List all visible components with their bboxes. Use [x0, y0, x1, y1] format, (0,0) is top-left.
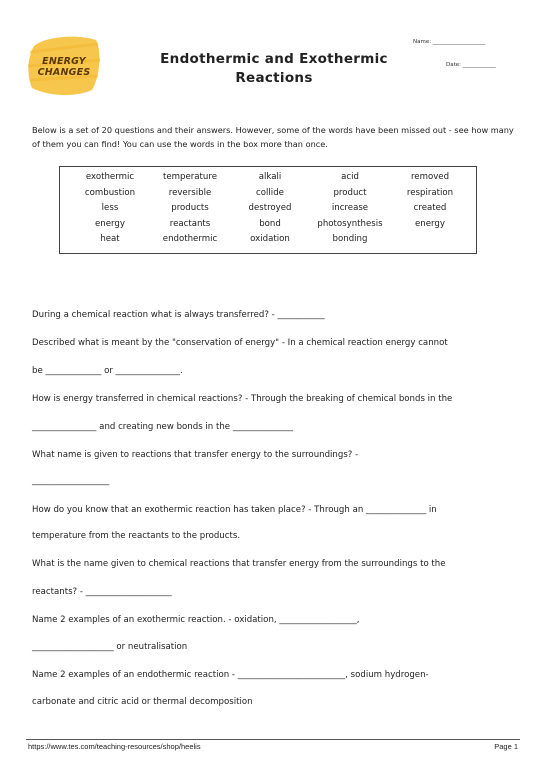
word-bank-item: respiration	[406, 187, 454, 198]
question-line: carbonate and citric acid or thermal decomposition	[32, 697, 253, 707]
energy-changes-logo	[26, 32, 102, 98]
word-bank-item: exothermic	[85, 172, 135, 182]
word-bank-grid	[70, 172, 470, 250]
word-bank-item: reactants	[169, 218, 211, 229]
word-bank-item: removed	[410, 172, 450, 182]
word-bank-item: oxidation	[250, 234, 290, 245]
word-bank-item: heat	[100, 234, 120, 245]
page-number: Page 1	[494, 742, 518, 751]
question-line: Described what is meant by the "conservation of energy" - In a chemical reaction energy cannot	[32, 338, 448, 348]
question-line: What is the name given to chemical reactions that transfer energy from the surroundings to the	[32, 559, 446, 569]
question-line: __________________	[32, 476, 110, 486]
question-line: How is energy transferred in chemical reactions? - Through the breaking of chemical bonds in the	[32, 394, 453, 404]
instructions-paragraph: Below is a set of 20 questions and their answers. However, some of the words have been missed out - see how many of them you can find! You can use the words in the box more than once.	[32, 125, 514, 149]
word-bank-item: destroyed	[248, 203, 292, 214]
word-bank-item: energy	[415, 218, 445, 229]
question-line: _______________ and creating new bonds in the ______________	[32, 422, 293, 432]
question-line: reactants? - ____________________	[32, 587, 172, 597]
word-bank-item: products	[171, 203, 209, 214]
logo-text: ENERGY CHANGES	[37, 56, 91, 78]
date-field-label: Date: ____________	[446, 62, 496, 68]
word-bank-item: acid	[341, 172, 359, 182]
word-bank-item: created	[413, 203, 447, 214]
question-line: Name 2 examples of an exothermic reaction. - oxidation, __________________,	[32, 615, 360, 625]
question-line: During a chemical reaction what is always transferred? - ___________	[32, 310, 325, 320]
word-bank-item: endothermic	[162, 234, 218, 245]
question-line: What name is given to reactions that transfer energy to the surroundings? -	[32, 450, 359, 460]
word-bank-item: reversible	[168, 187, 212, 198]
word-bank-item: product	[333, 187, 367, 198]
word-bank-item	[390, 234, 470, 250]
word-bank-item: combustion	[84, 187, 136, 198]
question-line: Name 2 examples of an endothermic reaction - _________________________, sodium hydrogen-	[32, 670, 429, 680]
word-bank-item: bond	[259, 218, 281, 229]
word-bank-item: less	[101, 203, 119, 214]
word-bank-item: energy	[95, 218, 125, 229]
question-line: ___________________ or neutralisation	[32, 642, 188, 652]
word-bank-item: collide	[256, 187, 284, 198]
name-field-label: Name: ___________________	[413, 39, 486, 45]
word-bank-item: increase	[331, 203, 369, 214]
question-line: be _____________ or _______________.	[32, 366, 183, 376]
word-bank-item: bonding	[332, 234, 368, 245]
word-bank-item: alkali	[258, 172, 282, 182]
question-line: temperature from the reactants to the products.	[32, 531, 241, 541]
footer-divider	[26, 739, 520, 740]
page-title: Endothermic and Exothermic Reactions	[160, 51, 388, 86]
word-bank-box	[59, 166, 477, 254]
footer-url[interactable]: https://www.tes.com/teaching-resources/shop/heelis	[28, 742, 201, 751]
word-bank-item: temperature	[162, 172, 218, 182]
question-line: How do you know that an exothermic reaction has taken place? - Through an ______________ in	[32, 505, 437, 515]
word-bank-item: photosynthesis	[317, 218, 383, 229]
